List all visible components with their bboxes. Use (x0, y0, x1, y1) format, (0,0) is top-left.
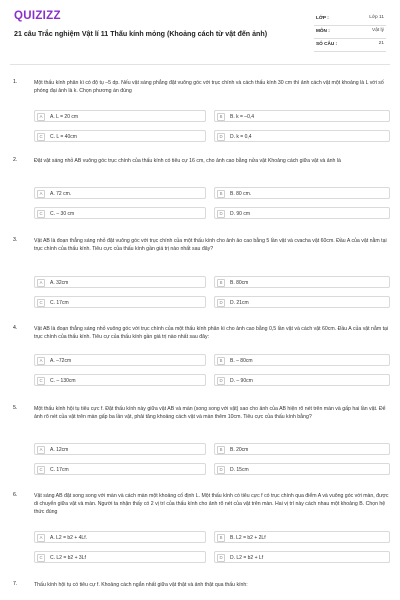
meta-value: 21 (378, 41, 384, 46)
question-number: 1. (13, 79, 18, 85)
option-text: A. 12cm (50, 447, 69, 453)
option-text: C. L = 40cm (50, 134, 77, 140)
document-title: 21 câu Trắc nghiệm Vật lí 11 Thấu kính mỏng (Khoảng cách từ vật đến ảnh) (14, 30, 268, 38)
option-letter: A (37, 357, 45, 365)
option-c[interactable] (34, 463, 206, 475)
option-letter: C (37, 554, 45, 562)
option-text: B. k = –0,4 (230, 114, 255, 120)
option-d[interactable] (214, 463, 390, 475)
option-text: C. 17cm (50, 300, 69, 306)
option-text: D. – 90cm (230, 378, 253, 384)
option-text: C. – 130cm (50, 378, 76, 384)
meta-value: Lớp 11 (369, 15, 384, 20)
option-letter: C (37, 377, 45, 385)
meta-row-count (314, 39, 386, 52)
option-letter: A (37, 446, 45, 454)
option-text: B. 80 cm. (230, 191, 252, 197)
document-header (0, 0, 400, 62)
question-text: Một thấu kính phân kì có độ tụ –5 dp. Nếu vật sáng phẳng đặt vuông góc với trục chính và cách thấu kính 30 cm thì ảnh cách vật một khoảng là L với số phóng đại ảnh là k. Chọn phương án đúng (34, 80, 384, 94)
option-text: A. –72cm (50, 358, 72, 364)
question-number: 7. (13, 581, 18, 587)
option-d[interactable] (214, 551, 390, 563)
option-b[interactable] (214, 276, 390, 288)
meta-label: MÔN : (316, 28, 330, 33)
option-letter: C (37, 133, 45, 141)
option-a[interactable] (34, 276, 206, 288)
option-b[interactable] (214, 354, 390, 366)
option-text: A. L = 20 cm (50, 114, 79, 120)
option-d[interactable] (214, 374, 390, 386)
option-c[interactable] (34, 130, 206, 142)
option-a[interactable] (34, 531, 206, 543)
option-letter: A (37, 279, 45, 287)
option-letter: B (217, 446, 225, 454)
option-letter: A (37, 190, 45, 198)
option-letter: D (217, 133, 225, 141)
option-b[interactable] (214, 531, 390, 543)
option-c[interactable] (34, 207, 206, 219)
option-c[interactable] (34, 374, 206, 386)
option-b[interactable] (214, 110, 390, 122)
option-d[interactable] (214, 207, 390, 219)
quizizz-logo: QUIZIZZ (14, 10, 61, 22)
option-text: C. L2 = b2 + 3Lf (50, 555, 86, 561)
option-b[interactable] (214, 443, 390, 455)
option-letter: A (37, 113, 45, 121)
meta-row-class (314, 13, 386, 26)
option-text: B. 20cm (230, 447, 249, 453)
question-number: 2. (13, 157, 18, 163)
option-text: D. k = 0,4 (230, 134, 252, 140)
header-divider (10, 64, 390, 65)
question-number: 3. (13, 237, 18, 243)
option-letter: D (217, 377, 225, 385)
option-letter: A (37, 534, 45, 542)
question-text: Vật AB là đoạn thẳng sáng nhỏ vuông góc với trục chính của một thấu kính phân kì cho ảnh cao bằng 0,5 lần vật và cách vật 60cm. Đầu A của vật nằm tại trục chính của thấu kính. Tiêu cự của thấu kính gần giá trị nào nhất sau đây: (34, 326, 389, 340)
option-d[interactable] (214, 130, 390, 142)
meta-row-subject (314, 26, 386, 39)
option-c[interactable] (34, 551, 206, 563)
option-letter: B (217, 113, 225, 121)
option-letter: B (217, 190, 225, 198)
option-letter: C (37, 466, 45, 474)
option-text: A. 32cm (50, 280, 69, 286)
option-text: C. – 30 cm (50, 211, 75, 217)
option-text: D. 90 cm (230, 211, 251, 217)
question-number: 6. (13, 492, 18, 498)
option-a[interactable] (34, 110, 206, 122)
option-letter: B (217, 357, 225, 365)
question-text: Thấu kính hội tụ có tiêu cự f. Khoảng cách ngắn nhất giữa vật thật và ảnh thật qua thấu kính: (34, 582, 248, 588)
option-c[interactable] (34, 296, 206, 308)
option-text: A. L2 = b2 + 4Lf. (50, 535, 87, 541)
question-text: Vật AB là đoạn thẳng sáng nhỏ đặt vuông góc với trục chính của một thấu kính cho ảnh ảo cao bằng 5 lần vật và cvacha vật 60cm. Đầu A của vật nằm tại trục chính của thấu kính. Tiêu cực của thấu kính gần giá trị nào nhất sau đây? (34, 238, 387, 252)
option-letter: B (217, 534, 225, 542)
meta-label: SỐ CÂU : (316, 41, 338, 46)
option-a[interactable] (34, 443, 206, 455)
option-a[interactable] (34, 187, 206, 199)
option-letter: B (217, 279, 225, 287)
option-text: D. 15cm (230, 467, 249, 473)
option-letter: D (217, 210, 225, 218)
option-letter: D (217, 554, 225, 562)
option-letter: C (37, 299, 45, 307)
option-text: C. 17cm (50, 467, 69, 473)
question-text: Đặt vật sáng nhỏ AB vuông góc trục chính của thấu kính có tiêu cự 16 cm, cho ảnh cao bằng nửa vật Khoảng cách giữa vật và ảnh là (34, 158, 341, 164)
option-text: D. 21cm (230, 300, 249, 306)
meta-table (314, 13, 386, 52)
option-text: B. – 80cm (230, 358, 253, 364)
option-letter: D (217, 466, 225, 474)
option-b[interactable] (214, 187, 390, 199)
option-letter: D (217, 299, 225, 307)
meta-value: Vật lý (372, 28, 384, 33)
option-text: D. L2 = b2 + Lf (230, 555, 264, 561)
option-d[interactable] (214, 296, 390, 308)
option-text: A. 72 cm. (50, 191, 72, 197)
question-number: 5. (13, 405, 18, 411)
option-a[interactable] (34, 354, 206, 366)
question-text: Một thấu kính hội tụ tiêu cực f. Đặt thấu kính này giữa vật AB và màn (song song với vật) sao cho ảnh của AB hiện rõ nét trên màn và gấp hai lần vật. Để ảnh rõ nét của vật trên màn gấp ba lần vật, phải tăng khoảng cách vật và màn thêm 10cm. Tiêu cực của thấu kính bằng? (34, 406, 386, 420)
option-text: B. L2 = b2 + 2Lf (230, 535, 266, 541)
question-text: Vật sáng AB đặt song song với màn và cách màn một khoảng cố định L. Một thấu kính có tiêu cực f có trục chính qua điểm A và vuông góc với màn, được di chuyển giữa vật và màn. Người ta nhận thấy có 2 vị trí của thấu kính cho ảnh rõ nét của vật trên màn. Hai vị trí này cách nhau một khoảng B. Chọn hệ thức đúng (34, 493, 389, 515)
option-letter: C (37, 210, 45, 218)
option-text: B. 80cm (230, 280, 249, 286)
question-number: 4. (13, 325, 18, 331)
meta-label: LỚP : (316, 15, 329, 20)
